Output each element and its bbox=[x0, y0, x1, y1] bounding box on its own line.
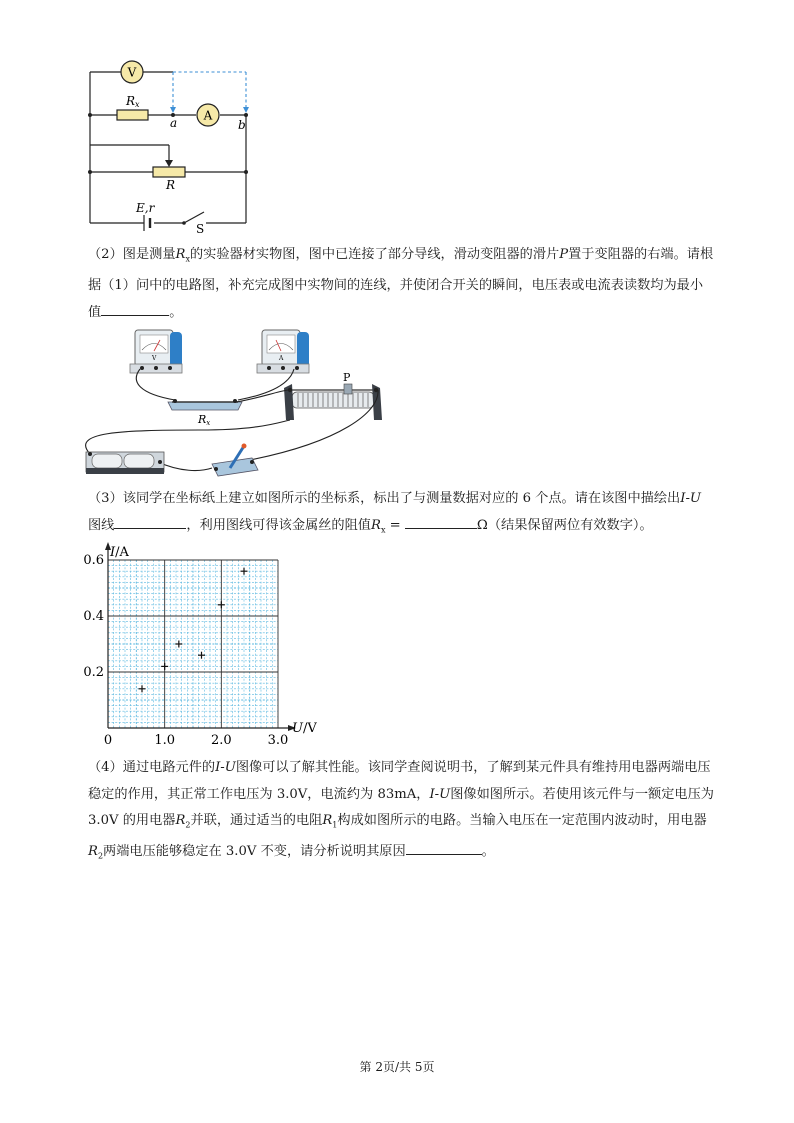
resistor-rx bbox=[117, 110, 148, 120]
ammeter-device bbox=[257, 330, 309, 373]
junction-dot bbox=[244, 170, 248, 174]
y-axis-label: I/A bbox=[110, 545, 129, 560]
switch-label: S bbox=[196, 222, 205, 235]
wire bbox=[236, 390, 288, 402]
battery-holder bbox=[86, 452, 164, 474]
junction-dot bbox=[88, 170, 92, 174]
answer-blank[interactable] bbox=[114, 514, 186, 529]
slider-arrow-icon bbox=[165, 160, 173, 167]
source-label: E,r bbox=[136, 201, 155, 215]
y-tick-label: 0.4 bbox=[83, 609, 104, 624]
rheostat-label: R bbox=[166, 178, 176, 192]
question-2-text: （2）图是测量$R_x$的实验器材实物图，图中已连接了部分导线，滑动变阻器的滑片P置于变阻器的右端。请根据（1）问中的电路图，补充完成图中实物间的连线，并使闭合开关的瞬间，电压表或电流表读数均为最小值 。 bbox=[88, 247, 714, 320]
arrow-down-icon bbox=[170, 107, 176, 113]
ammeter-face-label: A bbox=[279, 355, 284, 362]
voltmeter-face-label: V bbox=[152, 355, 157, 362]
x-tick-label: 2.0 bbox=[210, 733, 232, 748]
knife-switch bbox=[212, 444, 258, 477]
question-4-text: （4）通过电路元件的I-U图像可以了解其性能。该同学查阅说明书，了解到某元件具有维持用电器两端电压稳定的作用，其正常工作电压为 3.0V，电流约为 83mA，I-U图像如图所示。若使用该元件与一额定电压为 3.0V 的用电器$R_2$并联，通过适当的电阻$R_1$构成如图所示的电路。当输入电压在一定范围内波动时，用电器$R_2$两端电压能够稳定在 3.0V 不变，请分析说明其原因 。 bbox=[88, 760, 714, 861]
slider-p-label: P bbox=[343, 371, 351, 384]
junction-dot bbox=[182, 221, 186, 225]
page-footer: 第 2页/共 5页 bbox=[359, 1060, 435, 1074]
answer-blank[interactable] bbox=[406, 840, 482, 855]
voltmeter-device bbox=[130, 330, 182, 373]
arrow-down-icon bbox=[243, 107, 249, 113]
junction-dot bbox=[88, 113, 92, 117]
x-tick-label: 3.0 bbox=[267, 733, 289, 748]
ammeter-label: A bbox=[203, 108, 213, 123]
wire bbox=[136, 369, 175, 400]
rx-apparatus-label: Rx bbox=[198, 413, 211, 427]
circuit-diagram bbox=[80, 55, 270, 235]
rx-board bbox=[168, 399, 242, 410]
rheostat bbox=[153, 167, 185, 177]
data-point bbox=[175, 641, 182, 648]
point-a-label: a bbox=[170, 116, 178, 130]
rx-label: Rx bbox=[126, 94, 140, 109]
junction-dot bbox=[244, 113, 248, 117]
answer-blank[interactable] bbox=[405, 514, 477, 529]
voltmeter-label: V bbox=[127, 65, 137, 80]
data-point bbox=[161, 663, 168, 670]
wire bbox=[86, 420, 290, 454]
data-point bbox=[198, 652, 205, 659]
rheostat-device bbox=[284, 384, 382, 420]
x-axis-label: U/V bbox=[292, 721, 317, 736]
y-tick-label: 0.6 bbox=[83, 553, 104, 568]
data-point bbox=[218, 601, 225, 608]
point-b-label: b bbox=[238, 118, 246, 132]
data-point bbox=[139, 685, 146, 692]
x-tick-label: 1.0 bbox=[154, 733, 176, 748]
answer-blank[interactable] bbox=[101, 301, 169, 316]
question-3-text: （3）该同学在坐标纸上建立如图所示的坐标系，标出了与测量数据对应的 6 个点。请在该图中描绘出I-U 图线 ，利用图线可得该金属丝的阻值$R_x = \Omega$（结果保留两位有效数字）。 bbox=[88, 491, 702, 535]
x-tick-label: 0 bbox=[103, 733, 113, 748]
data-point bbox=[241, 568, 248, 575]
y-tick-label: 0.2 bbox=[83, 665, 104, 680]
wire bbox=[158, 462, 212, 470]
iu-chart bbox=[70, 540, 350, 755]
apparatus-diagram bbox=[80, 322, 390, 482]
